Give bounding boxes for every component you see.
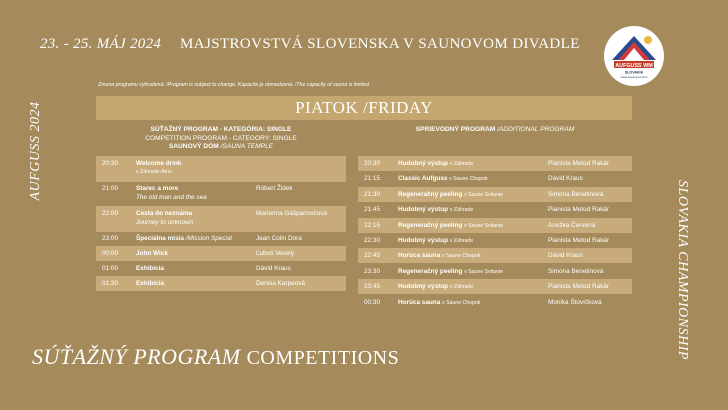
row-performer: Monika Štovíčková	[548, 298, 602, 306]
row-performer: Róbert Židek	[256, 185, 293, 192]
row-performer: Jean Colin Dora	[256, 235, 302, 242]
competition-header	[96, 126, 346, 152]
row-performer: Denisa Karpeová	[256, 280, 306, 287]
row-event-sub: The old man and the sea	[136, 194, 207, 201]
row-event: Starec a more The old man and the sea	[136, 185, 207, 201]
competition-row	[96, 206, 346, 232]
additional-header	[358, 126, 632, 135]
row-event: John Wick	[136, 250, 168, 257]
row-performer: Dávid Kraus	[256, 265, 291, 272]
row-performer: Pianista Metod Rakár	[548, 237, 610, 244]
row-time: 01:30	[102, 280, 118, 287]
additional-row	[358, 233, 632, 248]
additional-head-sk: SPRIEVODNÝ PROGRAM	[415, 126, 496, 133]
logo-name: AUFGUSS WM	[615, 63, 653, 69]
row-event: Exhibícia	[136, 280, 165, 287]
row-time: 22:00	[102, 210, 118, 217]
row-time: 23:30	[364, 267, 380, 275]
row-time: 00:00	[102, 250, 118, 257]
row-location: v Saune Chopok	[449, 176, 488, 183]
competition-head-line1: SÚŤAŽNÝ PROGRAM - KATEGÓRIA: SINGLE	[150, 126, 292, 133]
competition-head-line2: COMPETITION PROGRAM - CATEGORY: SINGLE	[145, 134, 297, 142]
row-event: Cesta do neznáma Journey to unknown	[136, 210, 194, 226]
competition-row	[96, 181, 346, 207]
row-event: Hudobný výstup v Záhrade	[398, 160, 474, 167]
row-performer: Anežka Červená	[548, 221, 596, 229]
row-location: v Saune Svitanie	[464, 191, 503, 198]
row-time: 20:30	[102, 160, 118, 167]
row-event: Regeneračný peeling v Saune Svitanie	[398, 190, 503, 198]
logo-url: www.beeenova.com	[620, 75, 648, 79]
vertical-left-text: AUFGUSS 2024	[28, 101, 43, 201]
row-time: 21:15	[364, 175, 380, 183]
row-event: Hudobný výstup v Záhrade	[398, 206, 474, 214]
row-event: Regeneračný peeling v Saune Svitanie	[398, 267, 503, 275]
row-event: Welcome drink v Záhrade-Átriu	[136, 160, 182, 175]
sauna-logo	[604, 26, 664, 86]
row-performer: Pianista Metod Rakár	[548, 283, 610, 291]
footer-title	[32, 344, 399, 370]
row-location: v Saune Svitanie	[464, 222, 503, 229]
row-time: 22:30	[364, 237, 380, 244]
additional-row	[358, 171, 632, 186]
row-performer: Simona Benetinová	[548, 267, 604, 275]
competition-row	[96, 261, 346, 276]
day-label: PIATOK /FRIDAY	[295, 98, 433, 117]
row-event: Horúca sauna v Saune Chopok	[398, 252, 481, 260]
row-location: v Záhrade	[449, 207, 474, 214]
row-performer: Pianista Metod Rakár	[548, 206, 610, 214]
row-time: 00:30	[364, 298, 380, 306]
row-time: 21:45	[364, 206, 380, 214]
row-time: 21:00	[102, 185, 118, 192]
competition-row	[96, 246, 346, 261]
vertical-left-label	[26, 96, 46, 206]
additional-row	[358, 248, 632, 263]
header-dates: 23. - 25. MÁJ 2024	[40, 36, 162, 52]
row-time: 21:30	[364, 190, 380, 198]
logo-sub: SLOVAKIA	[624, 70, 644, 75]
row-event: Exhibícia	[136, 265, 165, 272]
row-location: v Záhrade	[449, 284, 474, 291]
competition-row	[96, 276, 346, 291]
row-location: v Saune Chopok	[442, 253, 481, 260]
row-event: Horúca sauna v Saune Chopok	[398, 298, 481, 306]
additional-head-en: /ADDITIONAL PROGRAM	[497, 126, 575, 133]
row-location: v Saune Svitanie	[464, 268, 503, 275]
day-banner	[96, 96, 632, 120]
vertical-right-label	[672, 170, 692, 370]
row-time: 23:45	[364, 283, 380, 291]
additional-row	[358, 264, 632, 279]
additional-row	[358, 295, 632, 310]
row-performer: Pianista Metod Rakár	[548, 160, 610, 167]
row-event-sub: Journey to unknown	[136, 219, 194, 226]
competition-head-line3	[96, 143, 346, 152]
row-event: Regeneračný peeling v Saune Svitanie	[398, 221, 503, 229]
competition-venue-sk: SAUNOVÝ DÓM	[168, 143, 219, 151]
additional-row	[358, 218, 632, 233]
row-event-translation: /Mission Special	[185, 235, 232, 242]
row-time: 23:00	[102, 235, 118, 242]
row-time: 20:30	[364, 160, 380, 167]
row-performer: Simona Benetinová	[548, 190, 604, 198]
row-location: v Saune Chopok	[442, 299, 481, 306]
row-event: Špeciálna misia /Mission Special	[136, 235, 232, 242]
row-performer: Ľuboš Veselý	[256, 250, 295, 257]
row-event-sub: v Záhrade-Átriu	[136, 169, 172, 175]
additional-row	[358, 202, 632, 217]
additional-row	[358, 279, 632, 294]
vertical-right-text: SLOVAKIA CHAMPIONSHIP	[675, 180, 690, 360]
footer-title-en: COMPETITIONS	[246, 347, 400, 369]
competition-row	[96, 231, 346, 246]
competition-venue-en: /SAUNA TEMPLE	[220, 143, 274, 151]
notice-text: Zmena programu vyhradená. /Program is subject to change. Kapacita je obmedzená. /The capacity of sauna is limited.	[98, 82, 371, 88]
row-location: v Záhrade	[449, 161, 474, 167]
row-performer: Dávid Kraus	[548, 175, 583, 183]
row-location: v Záhrade	[449, 238, 474, 244]
row-time: 22:15	[364, 221, 380, 229]
additional-row	[358, 156, 632, 171]
competition-row	[96, 156, 346, 182]
header-title: MAJSTROVSTVÁ SLOVENSKA V SAUNOVOM DIVADLE	[180, 36, 580, 52]
row-time: 01:00	[102, 265, 118, 272]
row-event: Classic Aufguss v Saune Chopok	[398, 175, 488, 183]
row-performer: Dávid Kraus	[548, 252, 583, 260]
row-performer: Marianna Gašparovičová	[256, 210, 328, 217]
additional-row	[358, 187, 632, 202]
row-time: 22:45	[364, 252, 380, 260]
footer-title-sk: SÚŤAŽNÝ PROGRAM	[32, 344, 241, 369]
row-event: Hudobný výstup v Záhrade	[398, 237, 474, 244]
row-event: Hudobný výstup v Záhrade	[398, 283, 474, 291]
logo-graphic	[604, 26, 664, 86]
